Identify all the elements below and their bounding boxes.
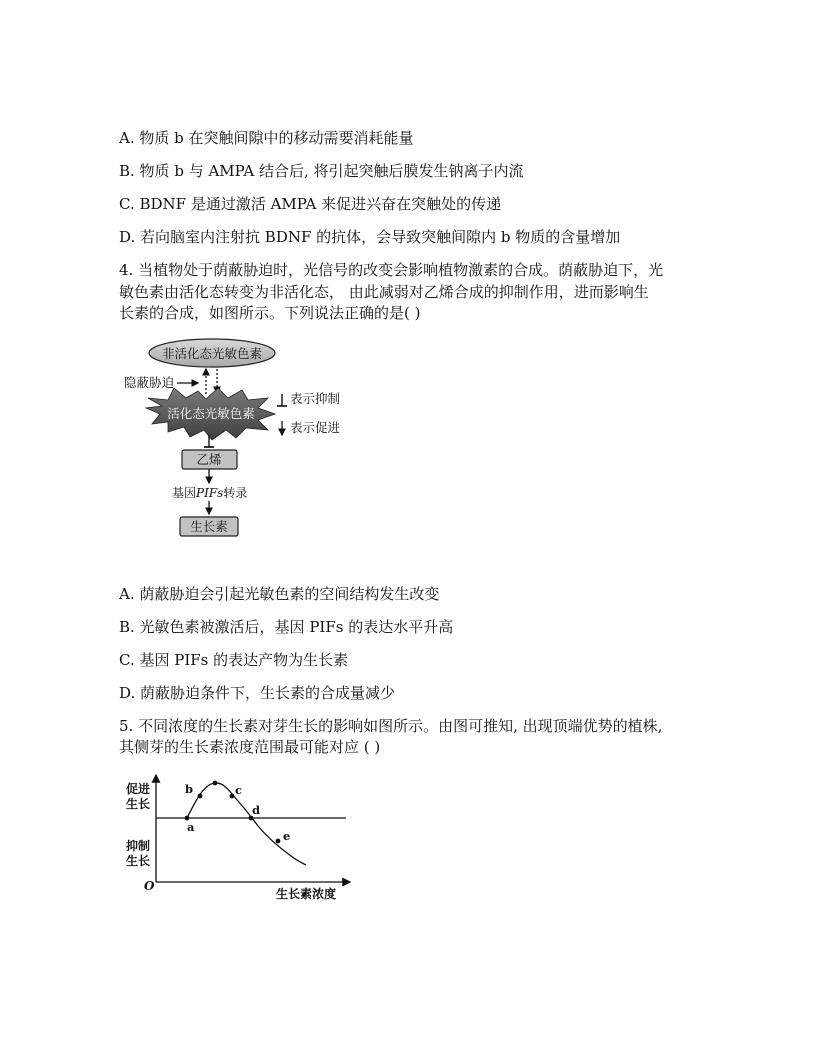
y-label-promote-1: 促进 [126,782,151,796]
auxin-label: 生长素 [190,519,228,534]
q4-option-a: A. 荫蔽胁迫会引起光敏色素的空间结构发生改变 [119,585,440,603]
ethylene-label: 乙烯 [196,452,222,467]
inactive-phytochrome-label: 非活化态光敏色素 [161,346,263,361]
q4-pathway-diagram [118,336,358,546]
q4-stem-line2: 敏色素由活化态转变为非活化态， 由此减弱对乙烯合成的抑制作用，进而影响生 [119,283,649,301]
q4-option-c: C. 基因 PIFs 的表达产物为生长素 [119,651,349,669]
label-e: e [283,829,291,843]
y-label-inhibit-2: 生长 [126,854,151,868]
y-label-promote-2: 生长 [126,797,151,811]
q4-stem-line3: 长素的合成，如图所示。下列说法正确的是( ) [119,304,421,322]
q5-auxin-curve-graph [118,770,358,910]
q4-option-b: B. 光敏色素被激活后，基因 PIFs 的表达水平升高 [119,618,454,636]
shade-stress-label: 隐蔽胁迫 [124,375,175,390]
active-phytochrome-label: 活化态光敏色素 [167,406,255,421]
label-b: b [185,782,194,796]
q4-stem-line1: 4. 当植物处于荫蔽胁迫时，光信号的改变会影响植物激素的合成。荫蔽胁迫下，光 [119,261,664,279]
q3-option-c: C. BDNF 是通过激活 AMPA 来促进兴奋在突触处的传递 [119,195,502,213]
origin-label: O [144,879,155,893]
q3-option-b: B. 物质 b 与 AMPA 结合后, 将引起突触后膜发生钠离子内流 [119,162,524,180]
label-c: c [235,783,243,797]
x-axis-label: 生长素浓度 [276,887,337,901]
q5-stem-line2: 其侧芽的生长素浓度范围最可能对应 ( ) [119,738,381,756]
q4-option-d: D. 荫蔽胁迫条件下，生长素的合成量减少 [119,684,396,702]
legend-promote-label: 表示促进 [290,420,341,435]
q5-stem-line1: 5. 不同浓度的生长素对芽生长的影响如图所示。由图可推知, 出现顶端优势的植株, [119,717,663,735]
point-c [230,794,235,799]
legend-inhibit-label: 表示抑制 [290,391,341,406]
label-a: a [187,820,195,834]
label-d: d [252,803,261,817]
point-peak [213,781,218,786]
q3-option-a: A. 物质 b 在突触间隙中的移动需要消耗能量 [119,129,414,147]
point-e [276,839,281,844]
y-label-inhibit-1: 抑制 [126,839,151,853]
q3-option-d: D. 若向脑室内注射抗 BDNF 的抗体，会导致突触间隙内 b 物质的含量增加 [119,228,621,246]
point-b [198,794,203,799]
legend-inhibit-symbol [277,394,287,406]
gene-transcription-label: 基因PIFs转录 [172,486,248,500]
response-curve [187,783,306,865]
